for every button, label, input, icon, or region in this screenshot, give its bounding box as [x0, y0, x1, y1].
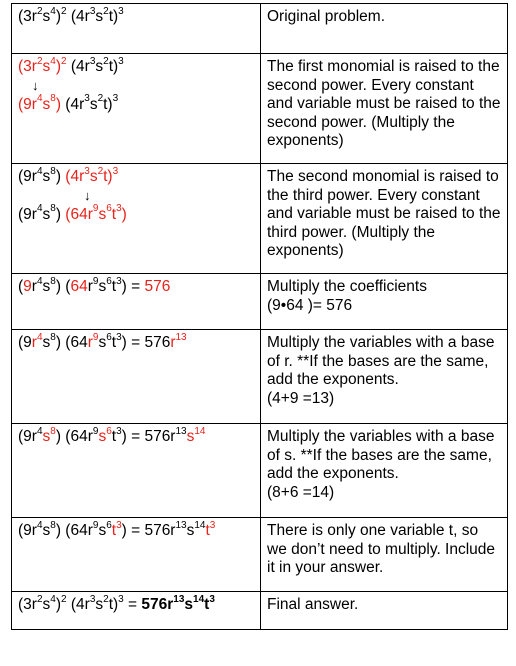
expression-text: ) = 576r: [121, 522, 176, 539]
down-arrow-glyph: ↓: [32, 77, 39, 93]
expression-text: s: [95, 8, 104, 25]
exponent: 6: [106, 519, 112, 531]
expression-text: s: [95, 58, 104, 75]
expression-text: ): [55, 58, 61, 75]
expression-text: s: [42, 428, 51, 445]
expression-text: (3r: [18, 596, 37, 613]
expression-text: s: [42, 522, 51, 539]
expression-line: [18, 331, 254, 353]
exponent: 9: [92, 425, 99, 437]
expression-line: [18, 5, 254, 27]
exponent: 3: [84, 165, 90, 177]
exponent: 3: [116, 331, 122, 343]
expression-text: t): [103, 168, 113, 185]
exponent: 2: [61, 593, 67, 605]
step-expression-cell: [12, 274, 261, 330]
exponent: 4: [50, 5, 56, 17]
exponent: 4: [36, 519, 43, 531]
step-explanation-cell: [261, 54, 508, 164]
expression-text: r: [170, 334, 176, 351]
down-arrow-icon: [18, 188, 254, 204]
explanation-text: The second monomial is raised to the third power. Every constant and variable must be raised to the third power. (Multiply the exponents): [267, 168, 501, 259]
exponent: 2: [103, 593, 109, 605]
exponent: 3: [118, 593, 124, 605]
expression-text: ) = 576: [121, 334, 171, 351]
exponent: 6: [106, 331, 112, 343]
exponent: 3: [116, 519, 122, 531]
expression-text: s: [184, 596, 194, 613]
expression-text: (9r: [18, 168, 37, 185]
exponent: 2: [36, 55, 43, 67]
expression-text: t: [205, 522, 210, 539]
step-row: [12, 54, 508, 164]
expression-line: [18, 275, 254, 297]
exponent: 4: [36, 425, 43, 437]
step-row: [12, 518, 508, 592]
explanation-text: Multiply the coefficients: [267, 278, 427, 295]
expression-text: 576: [144, 278, 171, 295]
expression-text: r: [31, 278, 37, 295]
exponent: 4: [36, 275, 43, 287]
expression-text: s: [42, 205, 51, 223]
exponent: 8: [50, 165, 56, 177]
expression-text: s: [42, 58, 51, 75]
expression-text: t: [111, 522, 117, 539]
step-expression-cell: [12, 4, 261, 54]
expression-text: t): [108, 596, 119, 613]
expression-text: s: [42, 95, 51, 113]
expression-text: s: [98, 205, 107, 223]
expression-text: (9r: [18, 205, 37, 223]
step-expression-cell: [12, 518, 261, 592]
step-row: [12, 4, 508, 54]
expression-text: (3r: [18, 58, 37, 75]
explanation-text: (8+6 =14): [267, 483, 335, 501]
exponent: 2: [61, 55, 67, 67]
step-explanation-cell: [261, 274, 508, 330]
expression-text: r: [87, 334, 93, 351]
step-explanation-cell: [261, 592, 508, 630]
step-explanation-cell: [261, 330, 508, 424]
exponent: 9: [92, 203, 99, 215]
expression-text: ): [121, 205, 127, 223]
exponent: 4: [36, 165, 43, 177]
down-arrow-icon: [18, 78, 254, 94]
expression-text: ): [55, 205, 66, 223]
exponent: 4: [50, 55, 56, 67]
expression-text: ) (64r: [55, 522, 93, 539]
expression-text: s: [42, 8, 51, 25]
expression-text: s: [98, 278, 107, 295]
explanation-text: Multiply the variables with a base of s. **If the bases are the same, add the exponents.: [267, 428, 495, 482]
expression-text: (4r: [65, 168, 85, 185]
expression-text: 576r: [141, 596, 174, 613]
exponent: 8: [50, 425, 56, 437]
expression-text: t): [103, 95, 113, 113]
expression-text: (4r: [66, 596, 90, 613]
expression-text: t): [108, 8, 119, 25]
expression-text: s: [89, 95, 98, 113]
expression-text: (9r: [18, 522, 37, 539]
expression-text: (64r: [65, 205, 93, 223]
expression-line: [18, 55, 254, 77]
step-expression-cell: [12, 330, 261, 424]
expression-text: (4r: [66, 8, 90, 25]
exponent: 8: [50, 275, 56, 287]
exponent: 6: [106, 203, 112, 215]
exponent: 3: [209, 519, 216, 531]
exponent: 3: [116, 275, 122, 287]
expression-text: (9r: [18, 95, 37, 113]
exponent: 2: [97, 93, 104, 105]
expression-text: s: [98, 428, 107, 445]
explanation-text: Original problem.: [267, 8, 386, 25]
exponent: 3: [112, 93, 119, 105]
exponent: 14: [194, 519, 206, 531]
exponent: 3: [89, 55, 96, 67]
expression-text: 64: [70, 278, 88, 295]
explanation-text: (9•64 )= 576: [267, 296, 353, 314]
exponent: 14: [193, 593, 205, 605]
expression-text: ) = 576r: [121, 428, 176, 445]
expression-text: s: [186, 522, 195, 539]
expression-text: s: [98, 334, 107, 351]
step-row: [12, 274, 508, 330]
exponent: 2: [36, 593, 43, 605]
expression-text: s: [42, 596, 51, 613]
exponent: 2: [61, 5, 67, 17]
exponent: 2: [103, 5, 109, 17]
step-expression-cell: [12, 164, 261, 274]
exponent: 9: [92, 331, 99, 343]
expression-text: s: [186, 428, 195, 445]
expression-line: [18, 425, 254, 447]
exponent: 6: [106, 275, 112, 287]
expression-text: (4r: [61, 95, 85, 113]
step-explanation-cell: [261, 424, 508, 518]
step-expression-cell: [12, 54, 261, 164]
step-row: [12, 592, 508, 630]
explanation-text: The first monomial is raised to the second power. Every constant and variable must be raised to the second power. (Multiply the exponents): [267, 58, 501, 149]
expression-text: (3r: [18, 8, 37, 25]
exponent: 4: [50, 593, 56, 605]
exponent: 3: [116, 425, 122, 437]
exponent: 2: [97, 165, 104, 177]
down-arrow-glyph: ↓: [84, 187, 91, 203]
exponent: 3: [209, 593, 215, 605]
steps-table-body: [12, 4, 508, 630]
exponent: 3: [89, 5, 96, 17]
expression-text: ) (: [55, 278, 71, 295]
explanation-text: There is only one variable t, so we don’t need to multiply. Include it in your answer.: [267, 522, 496, 576]
exponent: 3: [118, 5, 124, 17]
expression-text: 9: [23, 278, 32, 295]
expression-text: ) (64r: [55, 428, 93, 445]
step-explanation-cell: [261, 518, 508, 592]
expression-line: [18, 93, 254, 115]
exponent: 4: [36, 93, 43, 105]
exponent: 13: [175, 519, 187, 531]
expression-text: s: [89, 168, 98, 185]
expression-text: ): [55, 168, 66, 185]
expression-text: ): [55, 596, 61, 613]
expression-line: [18, 165, 254, 187]
expression-line: [18, 593, 254, 615]
exponent: 3: [118, 55, 124, 67]
expression-line: [18, 203, 254, 225]
expression-text: s: [42, 168, 51, 185]
expression-text: (9r: [18, 428, 37, 445]
expression-text: =: [123, 596, 142, 613]
exponent: 9: [92, 519, 99, 531]
step-expression-cell: [12, 592, 261, 630]
expression-text: t: [111, 334, 117, 351]
exponent: 13: [173, 593, 185, 605]
step-row: [12, 424, 508, 518]
exponent: 3: [112, 165, 119, 177]
expression-text: r: [87, 278, 93, 295]
exponent: 3: [89, 593, 96, 605]
exponent: 8: [50, 93, 56, 105]
exponent: 8: [50, 203, 56, 215]
exponent: 2: [103, 55, 109, 67]
expression-line: [18, 519, 254, 541]
expression-text: s: [42, 334, 51, 351]
expression-text: r: [31, 334, 37, 351]
exponent: 3: [116, 203, 122, 215]
expression-text: s: [98, 522, 107, 539]
expression-text: ): [55, 8, 61, 25]
step-row: [12, 164, 508, 274]
expression-text: s: [42, 278, 51, 295]
exponent: 13: [175, 425, 187, 437]
exponent: 13: [175, 331, 187, 343]
exponent: 4: [36, 203, 43, 215]
expression-text: s: [95, 596, 104, 613]
explanation-text: Final answer.: [267, 596, 359, 613]
expression-text: t: [111, 205, 117, 223]
expression-text: t: [204, 596, 210, 613]
exponent: 8: [50, 519, 56, 531]
step-expression-cell: [12, 424, 261, 518]
expression-text: t: [111, 428, 117, 445]
exponent: 14: [194, 425, 206, 437]
expression-text: (4r: [66, 58, 90, 75]
exponent: 9: [92, 275, 99, 287]
exponent: 2: [36, 5, 43, 17]
exponent: 4: [36, 331, 43, 343]
steps-table: [11, 3, 508, 630]
expression-text: (: [18, 278, 24, 295]
exponent: 6: [106, 425, 112, 437]
expression-text: ) (64: [55, 334, 88, 351]
step-explanation-cell: [261, 4, 508, 54]
expression-text: t): [108, 58, 119, 75]
explanation-text: (4+9 =13): [267, 389, 335, 407]
exponent: 3: [84, 93, 90, 105]
explanation-text: Multiply the variables with a base of r. **If the bases are the same, add the exponents.: [267, 334, 495, 388]
step-explanation-cell: [261, 164, 508, 274]
expression-text: t: [111, 278, 117, 295]
expression-text: (9: [18, 334, 32, 351]
exponent: 8: [50, 331, 56, 343]
step-row: [12, 330, 508, 424]
expression-text: ) =: [121, 278, 145, 295]
expression-text: ): [55, 95, 61, 113]
